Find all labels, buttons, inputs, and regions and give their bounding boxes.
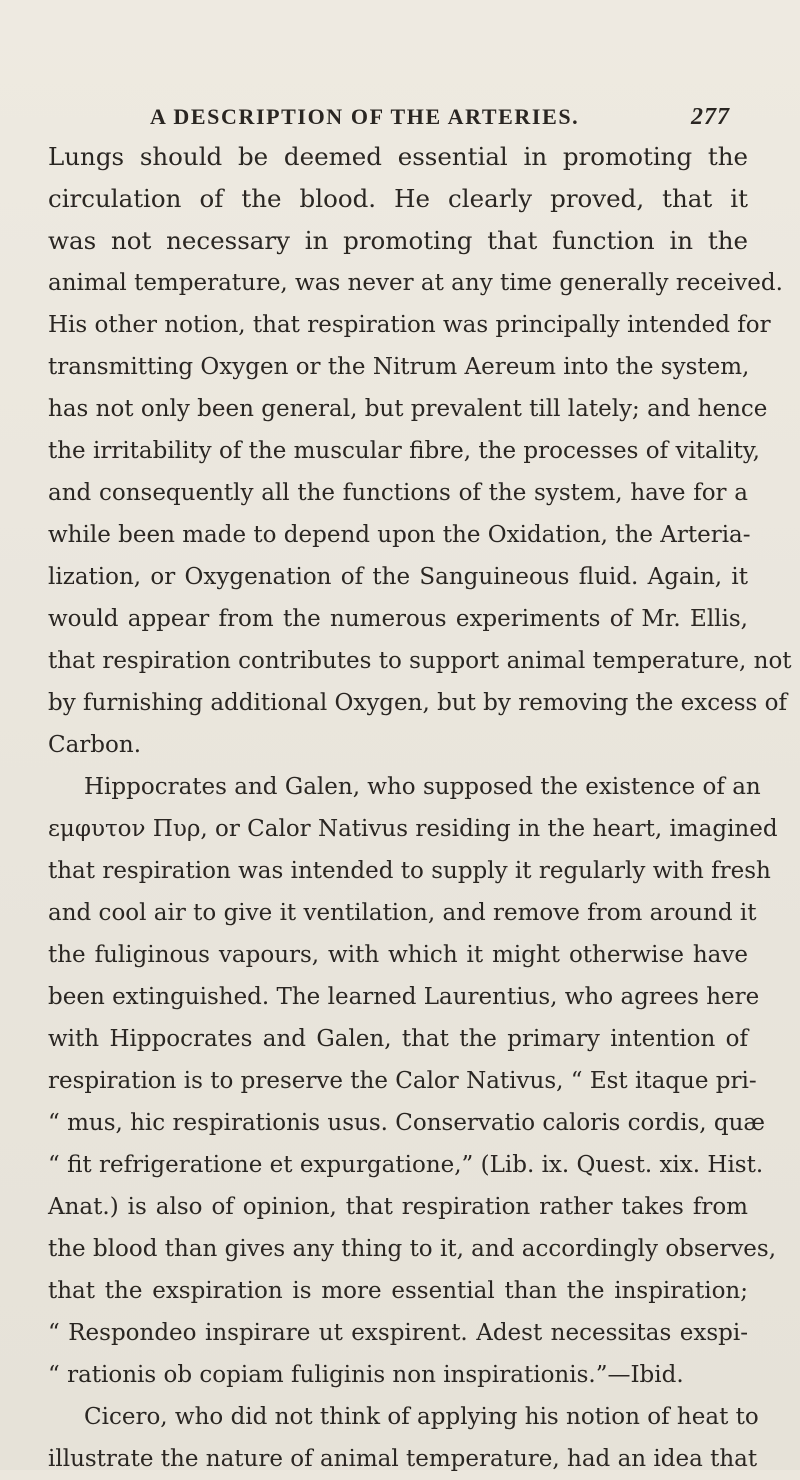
text-line: circulation of the blood. He clearly proved, that it (48, 184, 748, 213)
text-line: respiration is to preserve the Calor Nativus, “ Est itaque pri- (48, 1068, 757, 1094)
text-line: that the exspiration is more essential than the inspiration; (48, 1278, 748, 1304)
text-line: animal temperature, was never at any time generally received. (48, 270, 783, 296)
text-line: His other notion, that respiration was principally intended for (48, 312, 771, 338)
text-line: lization, or Oxygenation of the Sanguineous fluid. Again, it (48, 564, 748, 590)
text-line: by furnishing additional Oxygen, but by removing the excess of (48, 690, 787, 716)
text-line: Anat.) is also of opinion, that respiration rather takes from (48, 1194, 748, 1220)
text-line: the blood than gives any thing to it, and accordingly observes, (48, 1236, 777, 1262)
text-line: with Hippocrates and Galen, that the primary intention of (48, 1026, 748, 1052)
text-line: “ rationis ob copiam fuliginis non inspirationis.”—Ibid. (48, 1362, 684, 1388)
text-line: that respiration contributes to support animal temperature, not (48, 648, 792, 674)
text-line: “ fit refrigeratione et expurgatione,” (Lib. ix. Quest. xix. Hist. (48, 1152, 764, 1178)
text-line: that respiration was intended to supply it regularly with fresh (48, 858, 771, 884)
text-line: the irritability of the muscular fibre, the processes of vitality, (48, 438, 760, 464)
text-line: transmitting Oxygen or the Nitrum Aereum into the system, (48, 354, 750, 380)
running-header (150, 104, 730, 134)
text-line: the fuliginous vapours, with which it might otherwise have (48, 942, 748, 968)
paragraph-start-line: Hippocrates and Galen, who supposed the existence of an (84, 774, 761, 800)
text-line: been extinguished. The learned Laurentius, who agrees here (48, 984, 760, 1010)
text-line: while been made to depend upon the Oxidation, the Arteria- (48, 522, 751, 548)
text-line: and consequently all the functions of the system, have for a (48, 480, 748, 506)
text-line: “ mus, hic respirationis usus. Conservatio caloris cordis, quæ (48, 1110, 766, 1136)
text-line: Lungs should be deemed essential in promoting the (48, 142, 748, 171)
text-line: εμφυτον Πυρ, or Calor Nativus residing in the heart, imagined (48, 816, 778, 842)
text-line: would appear from the numerous experiments of Mr. Ellis, (48, 606, 748, 632)
page-number: 277 (691, 104, 730, 130)
text-line: “ Respondeo inspirare ut exspirent. Adest necessitas exspi- (48, 1320, 748, 1346)
text-line: Carbon. (48, 732, 141, 758)
running-title: A DESCRIPTION OF THE ARTERIES. (150, 104, 580, 129)
paragraph-start-line: Cicero, who did not think of applying his notion of heat to (84, 1404, 759, 1430)
text-line: has not only been general, but prevalent till lately; and hence (48, 396, 768, 422)
text-line: illustrate the nature of animal temperature, had an idea that (48, 1446, 758, 1472)
text-line: was not necessary in promoting that function in the (48, 226, 748, 255)
text-line: and cool air to give it ventilation, and remove from around it (48, 900, 757, 926)
body-text (48, 136, 792, 1480)
